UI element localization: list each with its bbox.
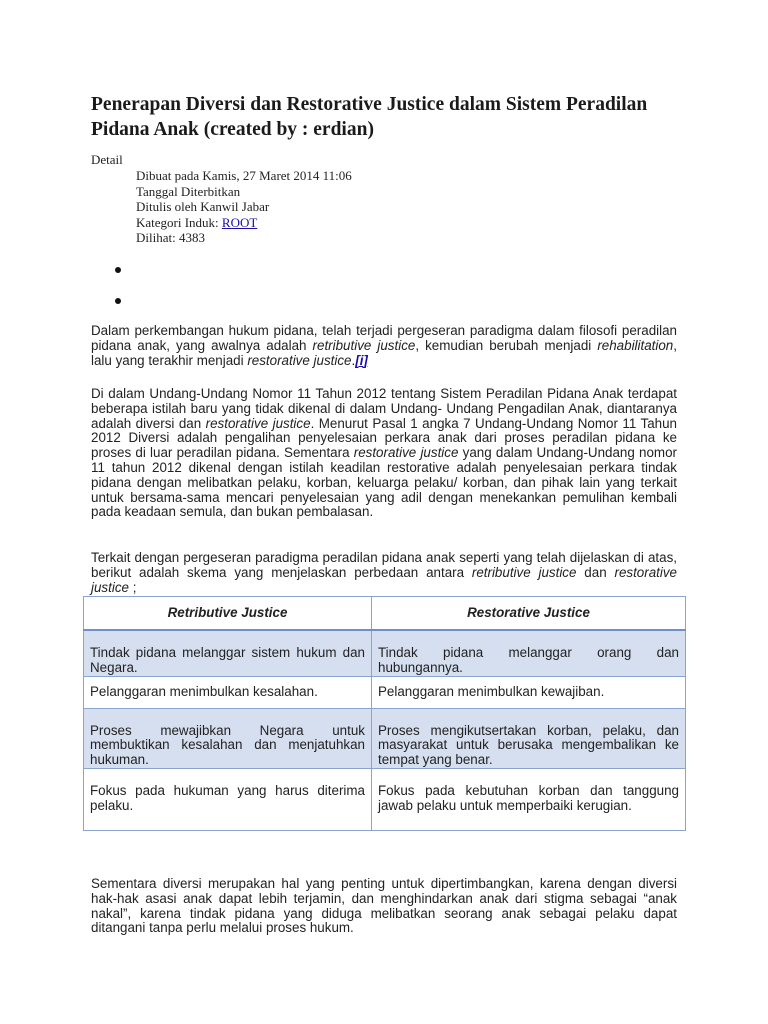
author: Ditulis oleh Kanwil Jabar bbox=[136, 199, 270, 214]
column-header-retributive: Retributive Justice bbox=[84, 597, 372, 631]
paragraph-3 bbox=[91, 551, 677, 595]
table-cell: Tindak pidana melanggar sistem hukum dan Negara. bbox=[84, 630, 372, 676]
table-row bbox=[84, 676, 686, 708]
table-cell: Proses mengikutsertakan korban, pelaku, dan masyarakat untuk berusaka mengembalikan ke tempat yang benar. bbox=[372, 708, 686, 768]
text-run: restorative justice bbox=[91, 564, 677, 595]
footnote-link[interactable]: [i] bbox=[355, 352, 368, 368]
paragraph-2 bbox=[91, 387, 677, 520]
text-run: retributive justice bbox=[471, 564, 577, 580]
article-meta bbox=[136, 168, 352, 246]
table-cell: Pelanggaran menimbulkan kewajiban. bbox=[372, 676, 686, 708]
text-run: yang dalam Undang-Undang nomor 11 tahun 2012 dikenal dengan istilah keadilan restorative adalah penyelesaian perkara tindak pidana dengan melibatkan pelaku, korban, keluarga pelaku/ korban, dan pihak lain yang terkait untuk bersama-sama mencari penyelesaian yang adil dengan menekankan pemulihan kembali pada keadaan semula, dan bukan pembalasan. bbox=[91, 445, 677, 520]
text-run: Di dalam Undang-Undang Nomor 11 Tahun 2012 tentang Sistem Peradilan Pidana Anak terdapat beberapa istilah baru yang tidak dikenal di dalam Undang- Undang Pengadilan Anak, diantaranya adalah diversi dan bbox=[91, 386, 677, 431]
created-date: Dibuat pada Kamis, 27 Maret 2014 11:06 bbox=[136, 168, 352, 183]
text-run: retributive justice bbox=[312, 337, 416, 353]
bullet-point bbox=[115, 267, 121, 273]
text-run: restorative justice bbox=[205, 415, 311, 431]
paragraph-4: Sementara diversi merupakan hal yang penting untuk dipertimbangkan, karena dengan diversi hak-hak asasi anak dapat lebih terjamin, dan menghindarkan anak dari stigma sebagai “anak nakal”, karena tindak pidana yang diduga melibatkan seorang anak sebagai pelaku dapat ditangani tanpa perlu melalui proses hukum. bbox=[91, 876, 677, 936]
table-row bbox=[84, 708, 686, 768]
column-header-restorative: Restorative Justice bbox=[372, 597, 686, 631]
category-link[interactable]: ROOT bbox=[221, 214, 258, 230]
text-run: Dalam perkembangan hukum pidana, telah terjadi pergeseran paradigma dalam filosofi peradilan pidana anak, yang awalnya adalah bbox=[91, 323, 677, 353]
published-label: Tanggal Diterbitkan bbox=[136, 183, 241, 199]
table-row bbox=[84, 630, 686, 676]
table-cell: Tindak pidana melanggar orang dan hubungannya. bbox=[372, 630, 686, 676]
category-label: Kategori Induk: bbox=[136, 214, 222, 230]
table-cell: Pelanggaran menimbulkan kesalahan. bbox=[84, 676, 372, 708]
text-run: . bbox=[351, 352, 356, 368]
text-run: restorative justice bbox=[353, 445, 459, 461]
detail-label: Detail bbox=[91, 152, 123, 167]
category bbox=[136, 215, 352, 231]
article-title: Penerapan Diversi dan Restorative Justice dalam Sistem Peradilan Pidana Anak (created by : erdian) bbox=[91, 94, 648, 140]
table-header-row bbox=[84, 597, 686, 631]
table-cell: Fokus pada kebutuhan korban dan tanggung jawab pelaku untuk memperbaiki kerugian. bbox=[372, 768, 686, 830]
text-run: . Menurut Pasal 1 angka 7 Undang-Undang Nomor 11 Tahun 2012 Diversi adalah pengalihan penyelesaian perkara anak dari proses peradilan pidana ke proses di luar peradilan pidana. Sementara bbox=[91, 415, 677, 461]
text-run: ; bbox=[128, 579, 137, 595]
bullet-point bbox=[115, 298, 121, 304]
text-run: , lalu yang terakhir menjadi bbox=[91, 337, 677, 368]
paragraph-1 bbox=[91, 324, 677, 368]
table-cell: Proses mewajibkan Negara untuk membuktikan kesalahan dan menjatuhkan hukuman. bbox=[84, 708, 372, 768]
table-row bbox=[84, 768, 686, 830]
view-count: Dilihat: 4383 bbox=[136, 230, 205, 245]
table-cell: Fokus pada hukuman yang harus diterima pelaku. bbox=[84, 768, 372, 830]
text-run: Terkait dengan pergeseran paradigma peradilan pidana anak seperti yang telah dijelaskan di atas, berikut adalah skema yang menjelaskan perbedaan antara bbox=[91, 550, 677, 580]
text-run: rehabilitation bbox=[597, 337, 674, 353]
text-run: restorative justice bbox=[247, 352, 352, 368]
text-run: , kemudian berubah menjadi bbox=[415, 337, 598, 353]
comparison-table bbox=[83, 596, 686, 831]
text-run: dan bbox=[576, 564, 615, 580]
